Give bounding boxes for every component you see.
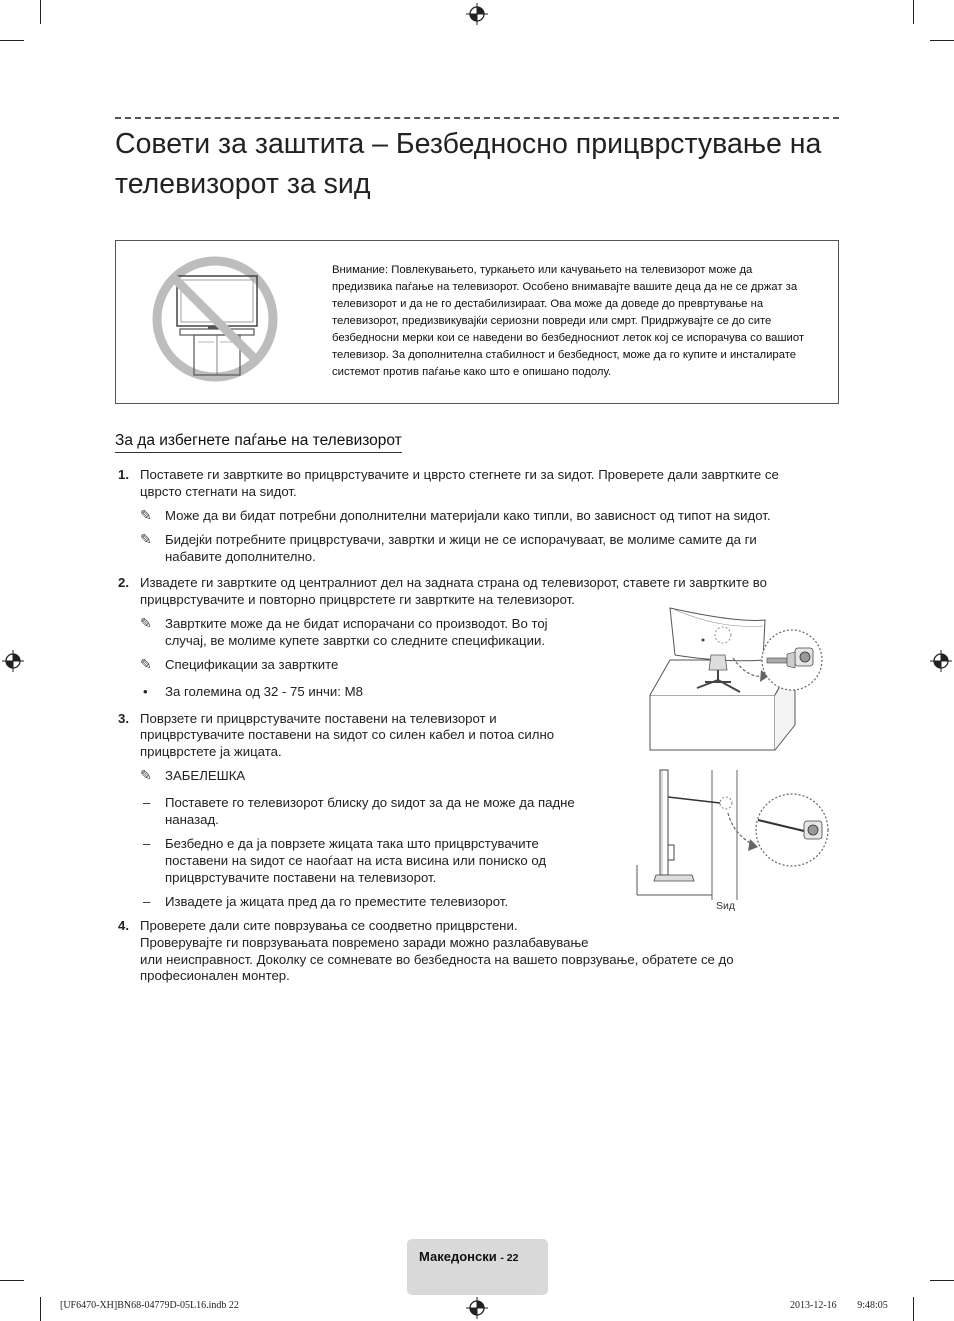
note-text: Бидејќи потребните прицврстувачи, завртки и жици не се испорачуваат, ве молиме самите да ги bbox=[165, 532, 757, 547]
dash-text: прицврстувачите поставени на телевизорот. bbox=[165, 870, 437, 885]
crop-mark bbox=[40, 0, 41, 24]
crop-mark bbox=[930, 40, 954, 41]
page-title: Совети за заштита – Безбедносно прицврстување на телевизорот за ѕид bbox=[115, 128, 822, 200]
step-text: Проверете дали сите поврзувања се соодветно прицврстени. bbox=[140, 918, 518, 933]
note-text: Може да ви бидат потребни дополнителни материјали како типли, во зависност од типот на ѕидот. bbox=[165, 508, 771, 523]
footer-file-info: [UF6470-XH]BN68-04779D-05L16.indb 22 bbox=[60, 1300, 239, 1311]
note-text: случај, ве молиме купете завртки со следните спецификации. bbox=[165, 633, 546, 648]
dash-text: Извадете ја жицата пред да го преместите телевизорот. bbox=[165, 894, 509, 909]
step-number: 1. bbox=[118, 467, 129, 482]
note-text: Спецификации за завртките bbox=[165, 657, 339, 672]
registration-mark-icon bbox=[2, 650, 24, 672]
note-text: набавите дополнително. bbox=[165, 549, 316, 564]
dash-glyph: – bbox=[143, 795, 151, 810]
note-icon: ✎ bbox=[140, 767, 152, 783]
crop-mark bbox=[0, 1280, 24, 1281]
step-text: или неисправност. Доколку се сомневате во безбедноста на вашето поврзување, обратете се до bbox=[140, 952, 734, 967]
footer-timestamp: 2013-12-16 ￿￿ 9:48:05 bbox=[790, 1300, 888, 1311]
step-text: Поставете ги завртките во прицврстувачите и цврсто стегнете ги за ѕидот. Проверете дали завртките се bbox=[140, 467, 779, 482]
note-icon: ✎ bbox=[140, 531, 152, 547]
registration-mark-icon bbox=[466, 1297, 488, 1319]
step-text: Извадете ги завртките од централниот дел на задната страна од телевизорот, ставете ги завртките во bbox=[140, 575, 767, 590]
step-text: прицврстувачите поставени на ѕидот со силен кабел и потоа силно bbox=[140, 727, 555, 742]
note-icon: ✎ bbox=[140, 656, 152, 672]
warning-text: Внимание: Повлекувањето, туркањето или качувањето на телевизорот може да предизвика паѓање на телевизорот. Особено внимавајте вашите деца да не се држат за телевизорот и да не го дестабилизираат. Ова може да доведе до превртување на телевизорот, предизвикувајќи сериозни повреди или смрт. Придржувајте се до сите безбедносни мерки кои се наведени во безбедносниот леток кој се испорачува со вашиот телевизор. За дополнителна стабилност и безбедност, може да го купите и инсталирате системот против паѓање како што е опишано подолу. bbox=[332, 264, 805, 378]
page-language-tab bbox=[407, 1239, 548, 1295]
step-text: цврсто стегнати на ѕидот. bbox=[140, 484, 297, 499]
step-text: професионален монтер. bbox=[140, 968, 290, 983]
registration-mark-icon bbox=[930, 650, 952, 672]
no-climbing-tv-icon bbox=[150, 254, 280, 384]
wall-caption: Ѕид bbox=[716, 900, 735, 912]
step-text: прицврстувачите и повторно прицврстете ги завртките на телевизорот. bbox=[140, 592, 575, 607]
crop-mark bbox=[930, 1280, 954, 1281]
step-text: Проверувајте ги поврзувањата повремено заради можно разлабавување bbox=[140, 935, 589, 950]
crop-mark bbox=[40, 1297, 41, 1321]
note-text: Завртките може да не бидат испорачани со производот. Во тој bbox=[165, 616, 548, 631]
dash-text: Поставете го телевизорот блиску до ѕидот за да не може да падне bbox=[165, 795, 575, 810]
dash-text: Безбедно е да ја поврзете жицата така што прицврстувачите bbox=[165, 836, 539, 851]
note-icon: ✎ bbox=[140, 615, 152, 631]
registration-mark-icon bbox=[466, 3, 488, 25]
crop-mark bbox=[913, 1297, 914, 1321]
step-text: прицврстете ја жицата. bbox=[140, 744, 282, 759]
section-heading: За да избегнете паѓање на телевизорот bbox=[115, 431, 402, 453]
page-number: - 22 bbox=[500, 1252, 519, 1264]
dash-glyph: – bbox=[143, 894, 151, 909]
step-number: 2. bbox=[118, 575, 129, 590]
language-label: Македонски bbox=[419, 1249, 497, 1264]
dash-text: наназад. bbox=[165, 812, 219, 827]
note-label: ЗАБЕЛЕШКА bbox=[165, 768, 246, 783]
wall-cable-illustration bbox=[632, 765, 832, 900]
step-text: Поврзете ги прицврстувачите поставени на телевизорот и bbox=[140, 711, 497, 726]
crop-mark bbox=[913, 0, 914, 24]
dash-text: поставени на ѕидот се наоѓаат на иста висина или пониско од bbox=[165, 853, 547, 868]
note-icon: ✎ bbox=[140, 507, 152, 523]
bullet-text: За големина од 32 - 75 инчи: M8 bbox=[165, 684, 363, 699]
title-divider bbox=[115, 117, 839, 119]
tv-screw-illustration bbox=[645, 600, 830, 752]
bullet-glyph: • bbox=[143, 684, 148, 699]
page-language bbox=[419, 1249, 518, 1264]
step-number: 4. bbox=[118, 918, 129, 933]
step-number: 3. bbox=[118, 711, 129, 726]
crop-mark bbox=[0, 40, 24, 41]
dash-glyph: – bbox=[143, 836, 151, 851]
